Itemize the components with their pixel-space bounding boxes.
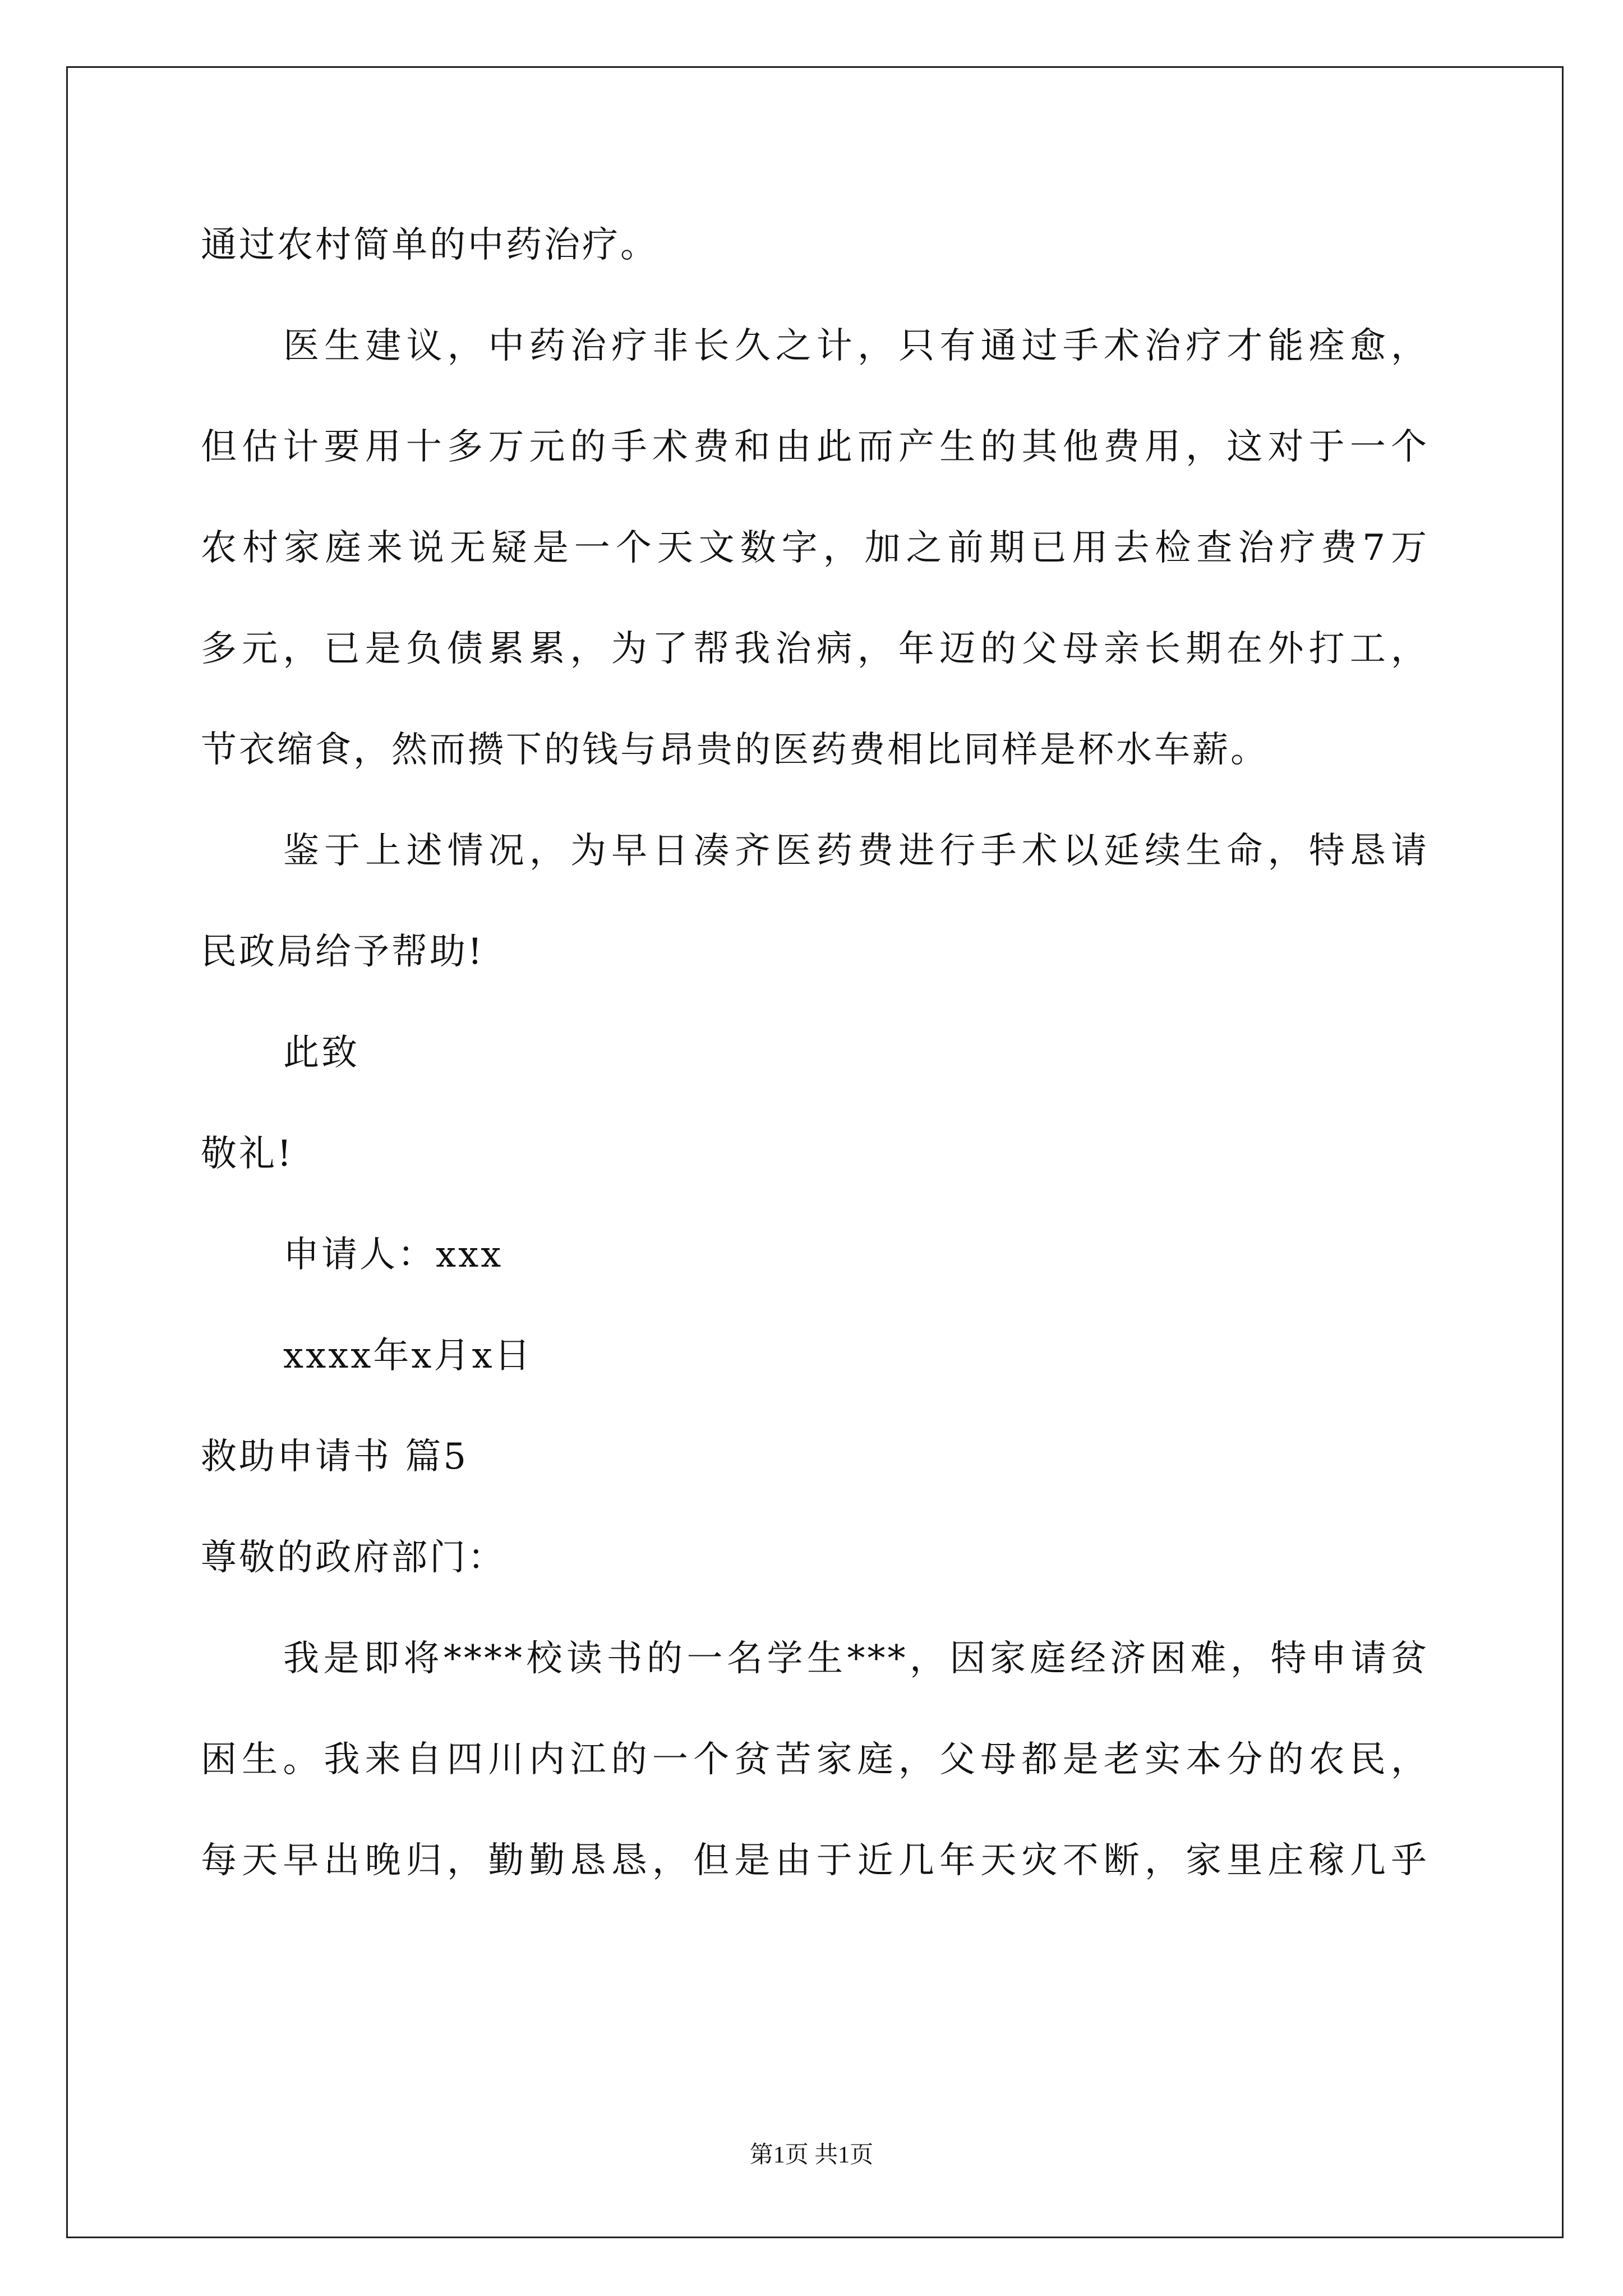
- body-line-4: 农村家庭来说无疑是一个天文数字，加之前期已用去检查治疗费7万: [201, 527, 1429, 569]
- letter-addressee: 尊敬的政府部门：: [201, 1537, 506, 1579]
- section-heading: 救助申请书 篇5: [201, 1436, 469, 1478]
- body-line-5: 多元，已是负债累累，为了帮我治病，年迈的父母亲长期在外打工，: [201, 628, 1429, 670]
- body-line-17: 每天早出晚归，勤勤恳恳，但是由于近几年天灾不断，家里庄稼几乎: [201, 1840, 1429, 1881]
- body-line-3: 但估计要用十多万元的手术费和由此而产生的其他费用，这对于一个: [201, 426, 1429, 468]
- page-number-footer: 第1页 共1页: [749, 2142, 874, 2168]
- applicant-signature: 申请人：xxx: [283, 1234, 504, 1276]
- body-line-6: 节衣缩食，然而攒下的钱与昂贵的医药费相比同样是杯水车薪。: [201, 729, 1269, 771]
- signature-date: xxxx年x月x日: [283, 1335, 533, 1377]
- body-line-7: 鉴于上述情况，为早日凑齐医药费进行手术以延续生命，特恳请: [283, 830, 1429, 872]
- closing-respect: 敬礼!: [201, 1133, 294, 1175]
- body-line-16: 困生。我来自四川内江的一个贫苦家庭，父母都是老实本分的农民，: [201, 1739, 1429, 1780]
- body-line-2: 医生建议，中药治疗非长久之计，只有通过手术治疗才能痊愈，: [283, 325, 1429, 367]
- closing-salutation: 此致: [283, 1032, 359, 1074]
- body-line-15: 我是即将****校读书的一名学生***，因家庭经济困难，特申请贫: [283, 1638, 1429, 1680]
- body-line-1: 通过农村简单的中药治疗。: [201, 224, 658, 266]
- body-line-8: 民政局给予帮助!: [201, 931, 485, 973]
